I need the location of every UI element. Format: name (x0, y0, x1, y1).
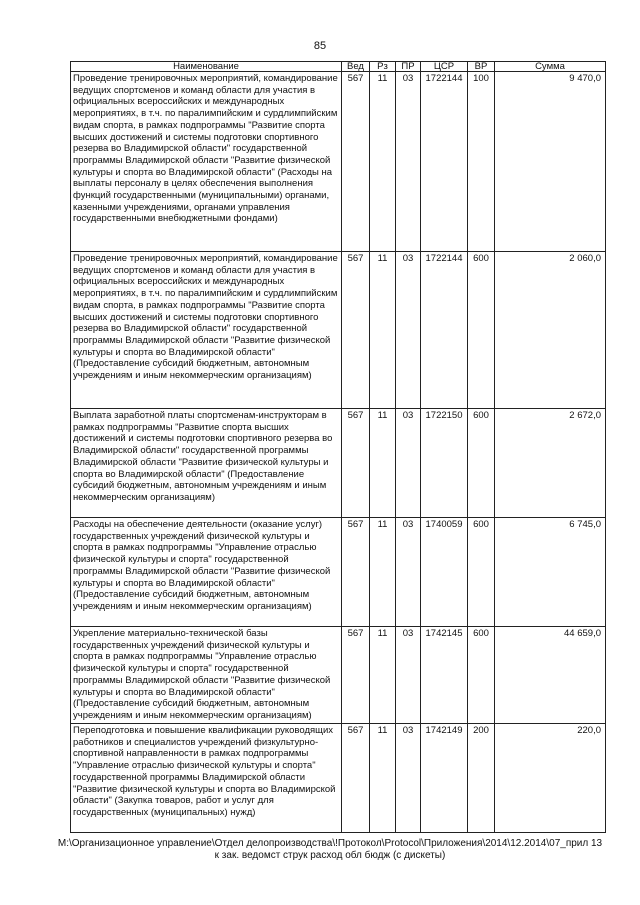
row-rz: 11 (370, 724, 396, 833)
row-vr: 600 (468, 252, 495, 409)
header-vr: ВР (468, 62, 495, 72)
row-csr: 1742149 (421, 724, 468, 833)
row-name: Переподготовка и повышение квалификации руководящих работников и специалистов учреждений физкультурно-спортивной направленности в рамках подпрограммы "Управление отраслью физической культуры и спорта" государственной программы Владимирской области "Развитие физической культуры и спорта во Владимирской области" (Закупка товаров, работ и услуг для государственных (муниципальных) нужд) (71, 724, 342, 833)
row-csr: 1740059 (421, 518, 468, 627)
footer-description-line: к зак. ведомст струк расход обл бюдж (с дискеты) (214, 850, 446, 861)
table-row (71, 72, 606, 252)
row-rz: 11 (370, 627, 396, 724)
row-name: Выплата заработной платы спортсменам-инструкторам в рамках подпрограммы "Развитие спорта высших достижений и системы подготовки спортивного резерва во Владимирской области" государственной программы Владимирской области "Развитие физической культуры и спорта во Владимирской области" (Предоставление субсидий бюджетным, автономным учреждениям и иным некоммерческим организациям) (71, 409, 342, 518)
row-vr: 600 (468, 518, 495, 627)
budget-table (70, 61, 606, 833)
row-pr: 03 (396, 724, 421, 833)
row-pr: 03 (396, 409, 421, 518)
row-csr: 1722144 (421, 252, 468, 409)
row-pr: 03 (396, 518, 421, 627)
row-pr: 03 (396, 252, 421, 409)
row-vr: 200 (468, 724, 495, 833)
row-ved: 567 (342, 72, 370, 252)
row-name: Проведение тренировочных мероприятий, командирование ведущих спортсменов и команд области для участия в официальных всероссийских и международных мероприятиях, в т.ч. по паралимпийским и сурдлимпийским видам спорта, в рамках подпрограммы "Развитие спорта высших достижений и системы подготовки спортивного резерва во Владимирской области" государственной программы Владимирской области "Развитие физической культуры и спорта во Владимирской области" (Расходы на выплаты персоналу в целях обеспечения выполнения функций государственными (муниципальными) органами, казенными учреждениями, органами управления государственными внебюджетными фондами) (71, 72, 342, 252)
row-name: Укрепление материально-технической базы государственных учреждений физической культуры и спорта в рамках подпрограммы "Управление отраслью физической культуры и спорта" государственной программы Владимирской области "Развитие физической культуры и спорта во Владимирской области" (Предоставление субсидий бюджетным, автономным учреждениям и иным некоммерческим организациям) (71, 627, 342, 724)
table-row (71, 627, 606, 724)
row-ved: 567 (342, 724, 370, 833)
row-pr: 03 (396, 72, 421, 252)
row-rz: 11 (370, 518, 396, 627)
row-sum: 2 672,0 (495, 409, 606, 518)
row-pr: 03 (396, 627, 421, 724)
row-ved: 567 (342, 518, 370, 627)
row-sum: 9 470,0 (495, 72, 606, 252)
header-sum: Сумма (495, 62, 606, 72)
row-vr: 600 (468, 627, 495, 724)
table-row (71, 409, 606, 518)
row-rz: 11 (370, 72, 396, 252)
row-ved: 567 (342, 409, 370, 518)
row-sum: 2 060,0 (495, 252, 606, 409)
row-rz: 11 (370, 252, 396, 409)
row-sum: 6 745,0 (495, 518, 606, 627)
table-header-row (71, 62, 606, 72)
footer-path-line: М:\Организационное управление\Отдел делопроизводства\!Протокол\Protocol\Приложения\2014\12.2014\07_прил 13 (57, 838, 603, 849)
row-name: Проведение тренировочных мероприятий, командирование ведущих спортсменов и команд области для участия в официальных всероссийских и международных мероприятиях, в т.ч. по паралимпийским и сурдлимпийским видам спорта, в рамках подпрограммы "Развитие спорта высших достижений и системы подготовки спортивного резерва во Владимирской области" государственной программы Владимирской области "Развитие физической культуры и спорта во Владимирской области" (Предоставление субсидий бюджетным, автономным учреждениям и иным некоммерческим организациям) (71, 252, 342, 409)
header-csr: ЦСР (421, 62, 468, 72)
row-vr: 600 (468, 409, 495, 518)
page-number: 85 (313, 40, 327, 52)
row-csr: 1722144 (421, 72, 468, 252)
header-pr: ПР (396, 62, 421, 72)
row-ved: 567 (342, 627, 370, 724)
table-row (71, 724, 606, 833)
file-path-footer (50, 838, 610, 862)
row-csr: 1742145 (421, 627, 468, 724)
row-ved: 567 (342, 252, 370, 409)
header-name: Наименование (71, 62, 342, 72)
row-rz: 11 (370, 409, 396, 518)
table-row (71, 518, 606, 627)
row-sum: 220,0 (495, 724, 606, 833)
row-name: Расходы на обеспечение деятельности (оказание услуг) государственных учреждений физической культуры и спорта в рамках подпрограммы "Управление отраслью физической культуры и спорта" государственной программы Владимирской области "Развитие физической культуры и спорта во Владимирской области" (Предоставление субсидий бюджетным, автономным учреждениям и иным некоммерческим организациям) (71, 518, 342, 627)
header-ved: Вед (342, 62, 370, 72)
row-csr: 1722150 (421, 409, 468, 518)
row-vr: 100 (468, 72, 495, 252)
table-row (71, 252, 606, 409)
row-sum: 44 659,0 (495, 627, 606, 724)
header-rz: Рз (370, 62, 396, 72)
